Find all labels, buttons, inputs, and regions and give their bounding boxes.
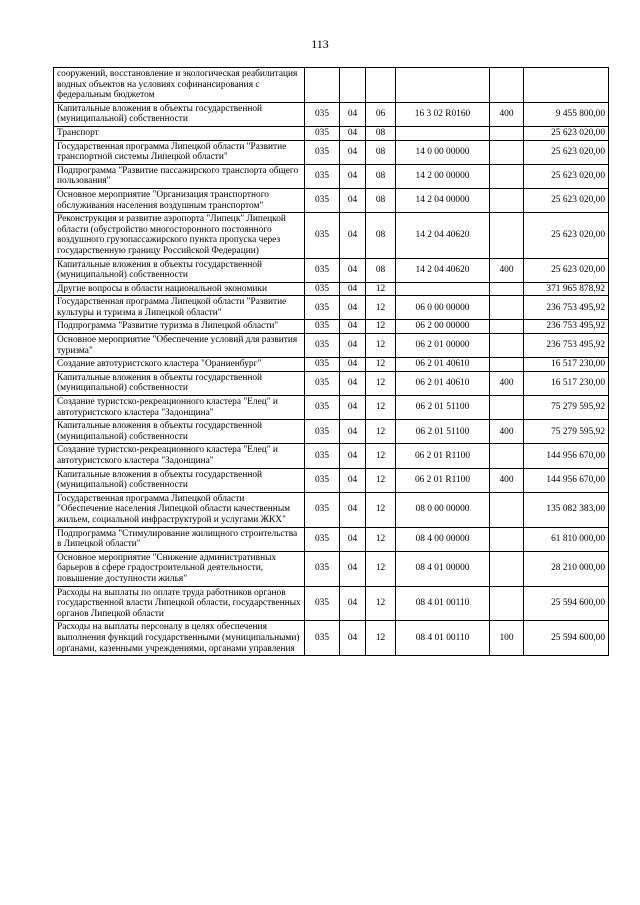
row-sum-cell: 144 956 670,00 [524,468,609,492]
row-vr-cell [490,296,524,320]
row-pr-cell: 08 [366,188,396,212]
row-rz-cell: 04 [340,188,366,212]
row-rz-cell [340,68,366,103]
row-name-cell: Государственная программа Липецкой области "Развитие транспортной системы Липецкой области" [54,140,305,164]
row-sum-cell: 28 210 000,00 [524,551,609,586]
row-sum-cell: 236 753 495,92 [524,296,609,320]
row-rz-cell: 04 [340,527,366,551]
table-row [54,334,609,358]
row-name-cell: Основное мероприятие "Снижение административных барьеров в сфере градостроительной деятельности, повышение доступности жилья" [54,551,305,586]
row-csr-cell: 08 4 01 00000 [396,551,490,586]
row-pr-cell: 12 [366,358,396,372]
row-pr-cell: 08 [366,213,396,258]
table-row [54,164,609,188]
table-row [54,188,609,212]
row-sum-cell: 16 517 230,00 [524,371,609,395]
row-vr-cell [490,396,524,420]
row-name-cell: Подпрограмма "Развитие пассажирского транспорта общего пользования" [54,164,305,188]
row-vr-cell: 400 [490,468,524,492]
row-rz-cell: 04 [340,371,366,395]
row-name-cell: Подпрограмма "Развитие туризма в Липецкой области" [54,320,305,334]
row-rz-cell: 04 [340,492,366,527]
row-rz-cell: 04 [340,258,366,282]
row-vr-cell [490,188,524,212]
row-name-cell: Капитальные вложения в объекты государственной (муниципальной) собственности [54,371,305,395]
table-row [54,102,609,126]
row-sum-cell: 75 279 595,92 [524,396,609,420]
row-sum-cell: 25 594 600,00 [524,586,609,621]
row-sum-cell: 25 623 020,00 [524,258,609,282]
row-vr-cell [490,140,524,164]
row-pr-cell: 12 [366,371,396,395]
row-csr-cell: 06 2 01 R1100 [396,444,490,468]
row-name-cell: Основное мероприятие "Обеспечение условий для развития туризма" [54,334,305,358]
row-csr-cell: 14 2 04 40620 [396,258,490,282]
row-csr-cell: 06 2 01 40610 [396,358,490,372]
row-csr-cell: 14 2 00 00000 [396,164,490,188]
row-ved-cell: 035 [305,551,340,586]
row-csr-cell [396,126,490,140]
row-ved-cell: 035 [305,492,340,527]
row-name-cell: Капитальные вложения в объекты государственной (муниципальной) собственности [54,102,305,126]
row-pr-cell: 12 [366,551,396,586]
row-ved-cell: 035 [305,420,340,444]
row-vr-cell: 400 [490,371,524,395]
row-ved-cell: 035 [305,258,340,282]
row-pr-cell: 08 [366,126,396,140]
row-ved-cell: 035 [305,282,340,296]
row-pr-cell: 08 [366,258,396,282]
row-pr-cell: 12 [366,492,396,527]
row-ved-cell: 035 [305,621,340,656]
row-name-cell: сооружений, восстановление и экологическая реабилитация водных объектов на условиях софинансирования с федеральным бюджетом [54,68,305,103]
row-rz-cell: 04 [340,586,366,621]
row-ved-cell: 035 [305,527,340,551]
row-rz-cell: 04 [340,396,366,420]
row-pr-cell: 12 [366,282,396,296]
row-sum-cell: 236 753 495,92 [524,334,609,358]
row-sum-cell: 25 623 020,00 [524,164,609,188]
row-csr-cell: 06 0 00 00000 [396,296,490,320]
row-pr-cell: 12 [366,527,396,551]
row-csr-cell [396,282,490,296]
row-vr-cell [490,586,524,621]
row-pr-cell: 12 [366,334,396,358]
row-rz-cell: 04 [340,282,366,296]
row-sum-cell: 75 279 595,92 [524,420,609,444]
row-ved-cell: 035 [305,320,340,334]
row-pr-cell: 08 [366,140,396,164]
row-sum-cell [524,68,609,103]
row-vr-cell [490,282,524,296]
table-row [54,258,609,282]
row-pr-cell: 06 [366,102,396,126]
row-pr-cell: 12 [366,396,396,420]
row-rz-cell: 04 [340,140,366,164]
row-csr-cell: 06 2 01 R1100 [396,468,490,492]
row-sum-cell: 25 594 600,00 [524,621,609,656]
row-ved-cell: 035 [305,371,340,395]
row-rz-cell: 04 [340,334,366,358]
row-ved-cell: 035 [305,586,340,621]
row-name-cell: Капитальные вложения в объекты государственной (муниципальной) собственности [54,258,305,282]
row-ved-cell: 035 [305,296,340,320]
row-rz-cell: 04 [340,420,366,444]
table-row [54,213,609,258]
table-row [54,551,609,586]
row-csr-cell: 08 4 01 00110 [396,621,490,656]
row-vr-cell: 400 [490,258,524,282]
row-pr-cell: 12 [366,468,396,492]
row-rz-cell: 04 [340,296,366,320]
row-name-cell: Реконструкция и развитие аэропорта "Липецк" Липецкой области (обустройство многосторонного постоянного воздушного грузопассажирского пункта пропуска через государственную границу Российской Федерации) [54,213,305,258]
row-sum-cell: 25 623 020,00 [524,140,609,164]
row-rz-cell: 04 [340,320,366,334]
row-vr-cell [490,492,524,527]
table-row [54,586,609,621]
row-name-cell: Подпрограмма "Стимулирование жилищного строительства в Липецкой области" [54,527,305,551]
row-ved-cell: 035 [305,140,340,164]
row-sum-cell: 144 956 670,00 [524,444,609,468]
table-row [54,468,609,492]
table-row [54,492,609,527]
row-pr-cell: 12 [366,420,396,444]
row-rz-cell: 04 [340,102,366,126]
table-row [54,621,609,656]
table-row [54,68,609,103]
row-rz-cell: 04 [340,126,366,140]
row-pr-cell: 12 [366,296,396,320]
row-csr-cell [396,68,490,103]
table-row [54,140,609,164]
table-row [54,420,609,444]
row-sum-cell: 25 623 020,00 [524,126,609,140]
row-sum-cell: 371 965 878,92 [524,282,609,296]
row-sum-cell: 236 753 495,92 [524,320,609,334]
row-ved-cell: 035 [305,444,340,468]
budget-table [53,67,609,656]
row-pr-cell: 08 [366,164,396,188]
row-vr-cell [490,68,524,103]
row-ved-cell: 035 [305,358,340,372]
row-vr-cell [490,551,524,586]
row-ved-cell: 035 [305,213,340,258]
table-row [54,396,609,420]
row-rz-cell: 04 [340,621,366,656]
row-vr-cell [490,358,524,372]
row-pr-cell: 12 [366,586,396,621]
row-vr-cell [490,334,524,358]
row-name-cell: Расходы на выплаты персоналу в целях обеспечения выполнения функций государственными (муниципальными) органами, казенными учреждениями, органами управления [54,621,305,656]
row-csr-cell: 06 2 01 51100 [396,396,490,420]
row-rz-cell: 04 [340,213,366,258]
row-sum-cell: 9 455 800,00 [524,102,609,126]
row-csr-cell: 14 0 00 00000 [396,140,490,164]
row-rz-cell: 04 [340,551,366,586]
table-row [54,282,609,296]
row-name-cell: Капитальные вложения в объекты государственной (муниципальной) собственности [54,420,305,444]
row-rz-cell: 04 [340,358,366,372]
row-pr-cell: 12 [366,444,396,468]
table-row [54,527,609,551]
row-csr-cell: 06 2 00 00000 [396,320,490,334]
table-row [54,444,609,468]
row-vr-cell [490,213,524,258]
row-ved-cell: 035 [305,126,340,140]
row-csr-cell: 08 4 01 00110 [396,586,490,621]
table-row [54,320,609,334]
row-name-cell: Капитальные вложения в объекты государственной (муниципальной) собственности [54,468,305,492]
row-vr-cell [490,126,524,140]
row-vr-cell [490,527,524,551]
row-name-cell: Создание туристско-рекреационного кластера "Елец" и автотуристского кластера "Задонщина" [54,444,305,468]
row-name-cell: Другие вопросы в области национальной экономики [54,282,305,296]
table-body [54,68,609,656]
row-ved-cell: 035 [305,468,340,492]
row-sum-cell: 25 623 020,00 [524,213,609,258]
row-name-cell: Создание туристско-рекреационного кластера "Елец" и автотуристского кластера "Задонщина" [54,396,305,420]
row-vr-cell [490,320,524,334]
row-sum-cell: 61 810 000,00 [524,527,609,551]
row-csr-cell: 14 2 04 00000 [396,188,490,212]
row-csr-cell: 08 4 00 00000 [396,527,490,551]
row-rz-cell: 04 [340,468,366,492]
row-ved-cell: 035 [305,102,340,126]
row-sum-cell: 135 082 383,00 [524,492,609,527]
row-vr-cell [490,444,524,468]
row-pr-cell: 12 [366,621,396,656]
row-vr-cell: 400 [490,420,524,444]
row-ved-cell: 035 [305,396,340,420]
table-row [54,126,609,140]
row-ved-cell [305,68,340,103]
row-sum-cell: 16 517 230,00 [524,358,609,372]
row-ved-cell: 035 [305,334,340,358]
table-row [54,296,609,320]
row-rz-cell: 04 [340,164,366,188]
row-name-cell: Расходы на выплаты по оплате труда работников органов государственной власти Липецкой области, государственных органов Липецкой области [54,586,305,621]
row-vr-cell [490,164,524,188]
row-name-cell: Основное мероприятие "Организация транспортного обслуживания населения воздушным транспортом" [54,188,305,212]
table-row [54,371,609,395]
table-row [54,358,609,372]
row-pr-cell [366,68,396,103]
row-csr-cell: 08 0 00 00000 [396,492,490,527]
row-name-cell: Создание автотуристского кластера "Ораниенбург" [54,358,305,372]
row-vr-cell: 400 [490,102,524,126]
row-csr-cell: 06 2 01 51100 [396,420,490,444]
row-vr-cell: 100 [490,621,524,656]
row-sum-cell: 25 623 020,00 [524,188,609,212]
row-name-cell: Государственная программа Липецкой области "Обеспечение населения Липецкой области качественным жильем, социальной инфраструктурой и услугами ЖКХ" [54,492,305,527]
row-csr-cell: 06 2 01 00000 [396,334,490,358]
row-name-cell: Транспорт [54,126,305,140]
row-name-cell: Государственная программа Липецкой области "Развитие культуры и туризма в Липецкой области" [54,296,305,320]
row-ved-cell: 035 [305,188,340,212]
row-csr-cell: 14 2 04 40620 [396,213,490,258]
row-ved-cell: 035 [305,164,340,188]
page-number: 113 [311,37,329,51]
row-pr-cell: 12 [366,320,396,334]
row-rz-cell: 04 [340,444,366,468]
row-csr-cell: 06 2 01 40610 [396,371,490,395]
row-csr-cell: 16 3 02 R0160 [396,102,490,126]
